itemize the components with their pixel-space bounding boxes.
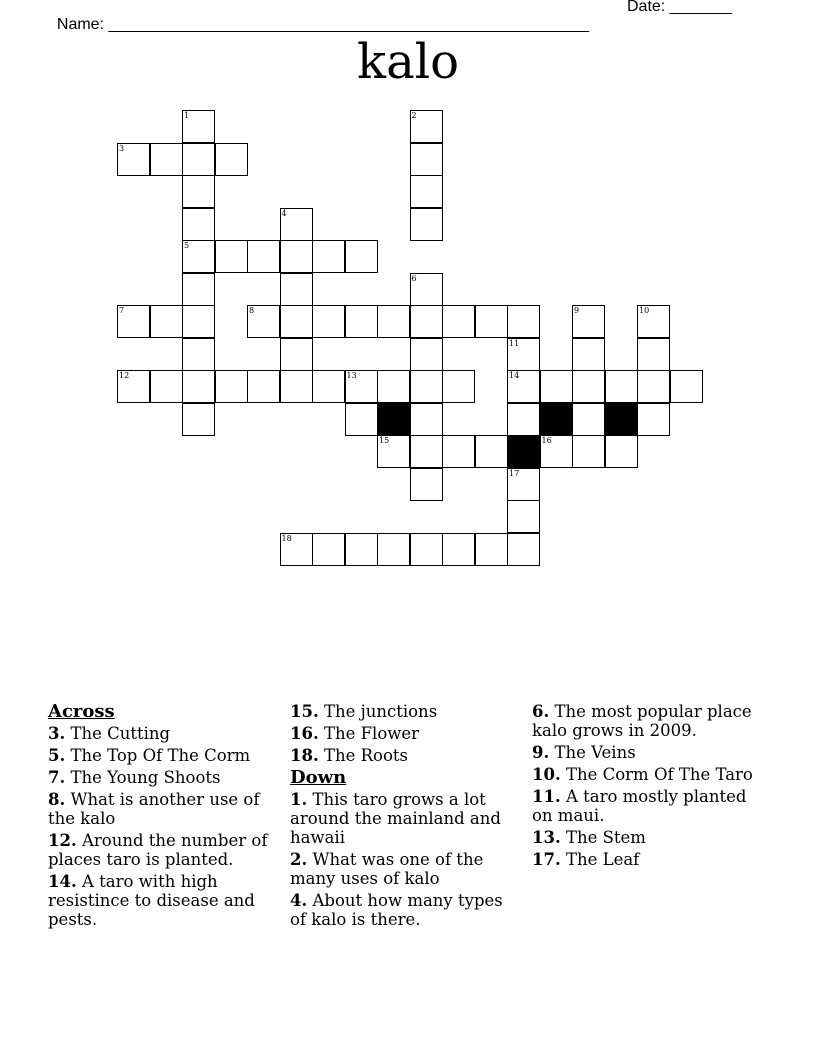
crossword-cell[interactable] [182,208,215,241]
crossword-cell[interactable] [540,435,573,468]
crossword-cell[interactable] [280,273,313,306]
clue-number: 14 [509,371,520,380]
clue-item-number: 5. [48,746,66,765]
clue-item-text: This taro grows a lot around the mainland and hawaii [290,790,501,847]
crossword-cell[interactable] [637,305,670,338]
crossword-cell[interactable] [475,305,508,338]
clue-column-1 [48,702,280,932]
crossword-cell[interactable] [507,500,540,533]
clue-number: 2 [411,111,417,120]
clue-item-number: 6. [532,702,550,721]
crossword-cell[interactable] [345,533,378,566]
crossword-black-cell [377,403,410,436]
clue-column-3 [532,702,764,872]
crossword-cell[interactable] [572,338,605,371]
crossword-cell[interactable] [572,370,605,403]
crossword-cell[interactable] [280,370,313,403]
clue-item [532,828,764,847]
crossword-cell[interactable] [540,370,573,403]
clue-item [532,702,764,740]
clue-item-text: What was one of the many uses of kalo [290,850,484,888]
crossword-cell[interactable] [280,240,313,273]
clue-column-2 [290,702,522,932]
clue-item [532,765,764,784]
crossword-cell[interactable] [572,305,605,338]
crossword-cell[interactable] [507,533,540,566]
crossword-cell[interactable] [410,175,443,208]
clue-number: 6 [411,273,417,283]
crossword-cell[interactable] [312,240,345,273]
clue-item-text: The Stem [565,828,646,847]
clue-item-number: 9. [532,743,550,762]
clue-item [290,891,522,929]
crossword-cell[interactable] [312,305,345,338]
clue-item-text: The junctions [323,702,438,721]
clue-item [48,790,280,828]
clue-number: 8 [249,306,255,315]
crossword-cell[interactable] [605,435,638,468]
clue-item [48,724,280,743]
clue-item [532,850,764,869]
clue-number: 10 [639,306,650,315]
crossword-cell[interactable] [377,435,410,468]
clue-item-text: The Roots [323,746,408,765]
clue-section-heading: Down [290,767,347,788]
clue-item-number: 14. [48,872,77,891]
crossword-cell[interactable] [182,338,215,371]
clue-item-text: The Leaf [565,850,640,869]
crossword-black-cell [507,435,540,468]
clue-item-text: A taro mostly planted on maui. [532,787,747,825]
crossword-cell[interactable] [377,305,410,338]
clue-item-text: The Cutting [70,724,171,743]
crossword-cell[interactable] [182,370,215,403]
crossword-cell[interactable] [150,370,183,403]
clue-item [48,768,280,787]
crossword-cell[interactable] [410,305,443,338]
crossword-cell[interactable] [410,533,443,566]
crossword-cell[interactable] [150,143,183,176]
crossword-cell[interactable] [247,370,280,403]
crossword-cell[interactable] [345,240,378,273]
clue-item-number: 2. [290,850,308,869]
crossword-cell[interactable] [345,370,378,403]
crossword-cell[interactable] [182,240,215,273]
crossword-cell[interactable] [507,370,540,403]
crossword-cell[interactable] [410,370,443,403]
crossword-cell[interactable] [215,370,248,403]
clue-item [290,724,522,743]
clue-number: 15 [379,436,390,445]
clue-item [48,831,280,869]
crossword-cell[interactable] [605,370,638,403]
crossword-cell[interactable] [637,403,670,436]
clue-item-text: The Corm Of The Taro [565,765,753,784]
crossword-cell[interactable] [247,305,280,338]
crossword-cell[interactable] [377,370,410,403]
clue-item-number: 18. [290,746,319,765]
crossword-cell[interactable] [475,435,508,468]
crossword-cell[interactable] [507,305,540,338]
clue-item [48,746,280,765]
clue-item [290,850,522,888]
crossword-cell[interactable] [280,338,313,371]
crossword-cell[interactable] [637,338,670,371]
crossword-cell[interactable] [572,403,605,436]
crossword-cell[interactable] [410,338,443,371]
clue-number: 17 [509,468,520,478]
clue-item-number: 13. [532,828,561,847]
crossword-black-cell [540,403,573,436]
clue-item-text: A taro with high resistince to disease and pests. [48,872,255,929]
clue-number: 1 [184,111,190,120]
crossword-cell[interactable] [410,403,443,436]
crossword-cell[interactable] [280,305,313,338]
crossword-cell[interactable] [182,143,215,176]
clue-number: 18 [281,533,292,543]
clue-number: 7 [119,306,125,315]
clue-number: 12 [119,371,130,380]
page-title: kalo [357,34,459,90]
name-field-label: Name: ______________________________________________________ [56,16,589,33]
crossword-cell[interactable] [507,403,540,436]
clue-number: 3 [119,143,125,153]
crossword-cell[interactable] [377,533,410,566]
clue-item-number: 4. [290,891,308,910]
crossword-cell[interactable] [117,370,150,403]
crossword-cell[interactable] [572,435,605,468]
crossword-cell[interactable] [345,305,378,338]
clue-item-number: 17. [532,850,561,869]
clue-item-number: 1. [290,790,308,809]
crossword-cell[interactable] [247,240,280,273]
clue-number: 11 [509,338,520,348]
clue-item-number: 7. [48,768,66,787]
crossword-cell[interactable] [182,305,215,338]
crossword-cell[interactable] [410,468,443,501]
clue-section-heading: Across [48,701,115,722]
clue-item-text: The Flower [323,724,420,743]
crossword-cell[interactable] [507,338,540,371]
crossword-cell[interactable] [442,533,475,566]
crossword-cell[interactable] [507,468,540,501]
crossword-cell[interactable] [182,403,215,436]
clue-item-number: 8. [48,790,66,809]
crossword-cell[interactable] [150,305,183,338]
clue-item-text: The Top Of The Corm [70,746,251,765]
crossword-cell[interactable] [280,208,313,241]
crossword-cell[interactable] [442,305,475,338]
crossword-cell[interactable] [182,175,215,208]
clue-number: 5 [184,241,190,250]
crossword-cell[interactable] [670,370,703,403]
clue-item-text: The most popular place kalo grows in 2009. [532,702,752,740]
crossword-cell[interactable] [410,208,443,241]
crossword-cell[interactable] [410,110,443,143]
clue-item [290,746,522,765]
crossword-cell[interactable] [215,143,248,176]
crossword-cell[interactable] [475,533,508,566]
crossword-cell[interactable] [410,143,443,176]
clue-item-number: 3. [48,724,66,743]
clue-item-number: 10. [532,765,561,784]
crossword-cell[interactable] [637,370,670,403]
clue-item [290,702,522,721]
crossword-cell[interactable] [117,143,150,176]
clue-item [290,790,522,847]
clue-item-number: 11. [532,787,561,806]
clue-item-number: 16. [290,724,319,743]
clue-number: 4 [281,208,287,218]
crossword-black-cell [605,403,638,436]
clue-item-text: Around the number of places taro is planted. [48,831,268,869]
clue-number: 9 [574,306,580,315]
date-field-label: Date: _______ [627,0,732,15]
clue-item-number: 12. [48,831,77,850]
crossword-cell[interactable] [182,110,215,143]
crossword-cell[interactable] [182,273,215,306]
crossword-cell[interactable] [442,370,475,403]
clue-item [532,787,764,825]
clue-number: 13 [346,371,357,380]
clue-item-text: The Young Shoots [70,768,221,787]
crossword-cell[interactable] [215,240,248,273]
clue-item-text: About how many types of kalo is there. [290,891,503,929]
clue-item [532,743,764,762]
clue-item-text: The Veins [554,743,636,762]
crossword-cell[interactable] [345,403,378,436]
crossword-cell[interactable] [410,435,443,468]
crossword-cell[interactable] [410,273,443,306]
crossword-cell[interactable] [312,370,345,403]
crossword-cell[interactable] [117,305,150,338]
clue-item-number: 15. [290,702,319,721]
crossword-cell[interactable] [280,533,313,566]
clue-item [48,872,280,929]
crossword-cell[interactable] [442,435,475,468]
crossword-cell[interactable] [312,533,345,566]
clue-item-text: What is another use of the kalo [48,790,260,828]
clue-number: 16 [541,436,552,445]
